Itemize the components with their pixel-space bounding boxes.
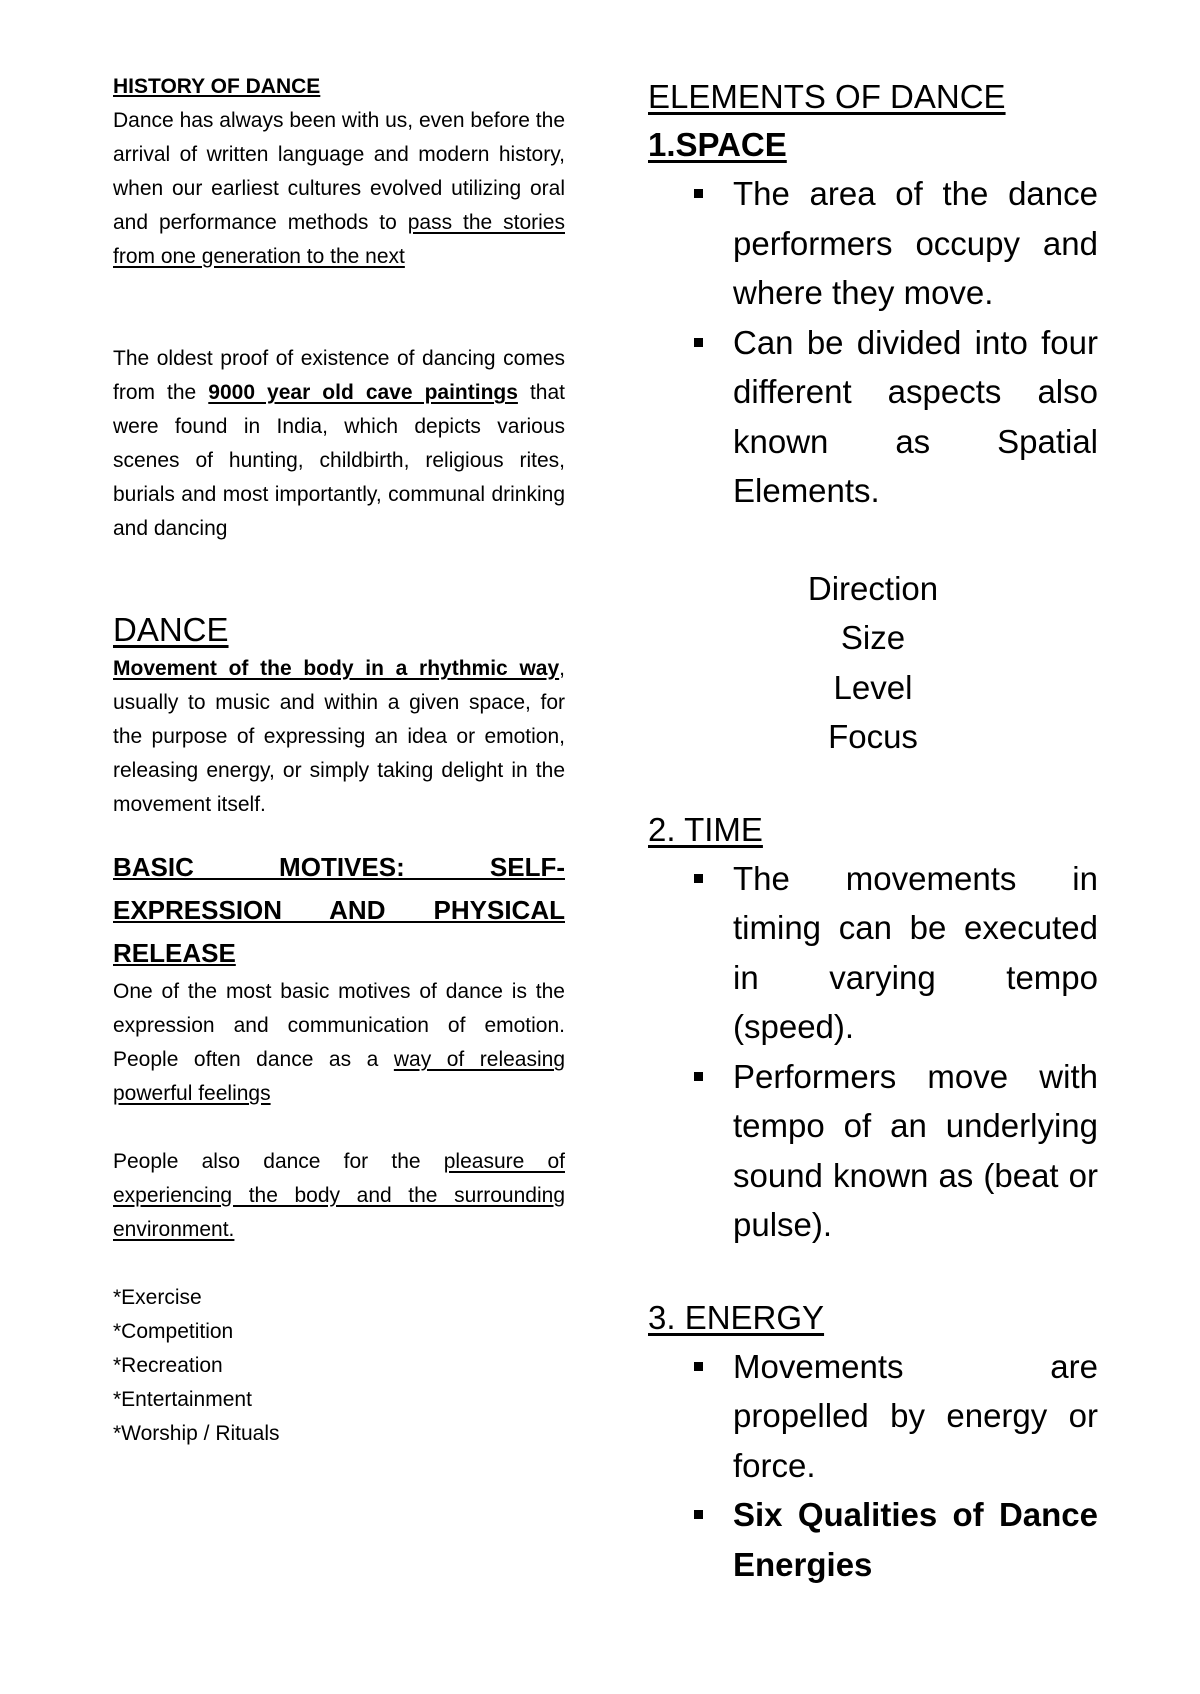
history-paragraph-1: Dance has always been with us, even before the arrival of written language and modern history, when our earliest cultures evolved utilizing oral and performance methods to pass the stories from one generation to the next xyxy=(113,109,565,268)
dance-definition-bold: Movement of the body in a rhythmic way xyxy=(113,657,560,680)
bullet-square-icon xyxy=(694,1072,703,1081)
elements-title: ELEMENTS OF DANCE xyxy=(648,78,1006,115)
reasons-list xyxy=(113,1281,565,1451)
history-title: HISTORY OF DANCE xyxy=(113,75,321,98)
reason-item: *Competition xyxy=(113,1320,234,1343)
time-title: 2. TIME xyxy=(648,810,763,848)
right-column xyxy=(648,73,1098,1589)
bullet-square-icon xyxy=(694,1510,703,1519)
motives-underlined-phrase-1: way of releasing powerful feelings xyxy=(113,1048,566,1105)
space-bullets xyxy=(648,169,1098,516)
reason-item: *Recreation xyxy=(113,1354,223,1377)
time-bullet: The movements in timing can be executed in varying tempo (speed). xyxy=(648,854,1098,1052)
left-column xyxy=(113,70,565,1451)
bullet-square-icon xyxy=(694,1362,703,1371)
motives-title: BASIC MOTIVES: SELF-EXPRESSION AND PHYSICAL RELEASE xyxy=(113,852,565,968)
space-bullet: The area of the dance performers occupy and where they move. xyxy=(648,169,1098,318)
motives-underlined-phrase-2: pleasure of experiencing the body and the surrounding environment. xyxy=(113,1150,565,1241)
spatial-element-item: Direction xyxy=(807,569,939,607)
spatial-element-item: Size xyxy=(840,619,906,656)
energy-bullet: Movements are propelled by energy or force. xyxy=(648,1342,1098,1491)
bullet-square-icon xyxy=(694,189,703,198)
energy-bullet: Six Qualities of Dance Energies xyxy=(648,1490,1098,1589)
reason-item: *Exercise xyxy=(113,1286,202,1309)
motives-paragraph-2: People also dance for the pleasure of experiencing the body and the surrounding environment. xyxy=(113,1150,565,1241)
energy-title: 3. ENERGY xyxy=(648,1298,825,1336)
space-bullet: Can be divided into four different aspects also known as Spatial Elements. xyxy=(648,318,1098,516)
reason-item: *Entertainment xyxy=(113,1388,252,1411)
spatial-element-item: Level xyxy=(833,668,913,706)
dance-definition: Movement of the body in a rhythmic way, usually to music and within a given space, for the purpose of expressing an idea or emotion, releasing energy, or simply taking delight in the movement itself. xyxy=(113,657,565,816)
dance-title: DANCE xyxy=(113,611,229,648)
history-paragraph-2: The oldest proof of existence of dancing comes from the 9000 year old cave paintings that were found in India, which depicts various scenes of hunting, childbirth, religious rites, burials and most importantly, communal drinking and dancing xyxy=(113,347,565,540)
time-bullets xyxy=(648,854,1098,1250)
reason-item: *Worship / Rituals xyxy=(113,1422,280,1445)
cave-paintings-phrase: 9000 year old cave paintings xyxy=(208,381,518,404)
time-bullet: Performers move with tempo of an underlying sound known as (beat or pulse). xyxy=(648,1052,1098,1250)
spatial-elements-list xyxy=(648,564,1098,762)
history-underlined-phrase: pass the stories from one generation to the next xyxy=(113,211,565,268)
bullet-square-icon xyxy=(694,338,703,347)
spatial-element-item: Focus xyxy=(828,718,918,755)
motives-paragraph-1: One of the most basic motives of dance is the expression and communication of emotion. People often dance as a way of releasing powerful feelings xyxy=(113,980,566,1105)
bullet-square-icon xyxy=(694,874,703,883)
energy-bullets xyxy=(648,1342,1098,1590)
space-title: 1.SPACE xyxy=(648,126,787,163)
